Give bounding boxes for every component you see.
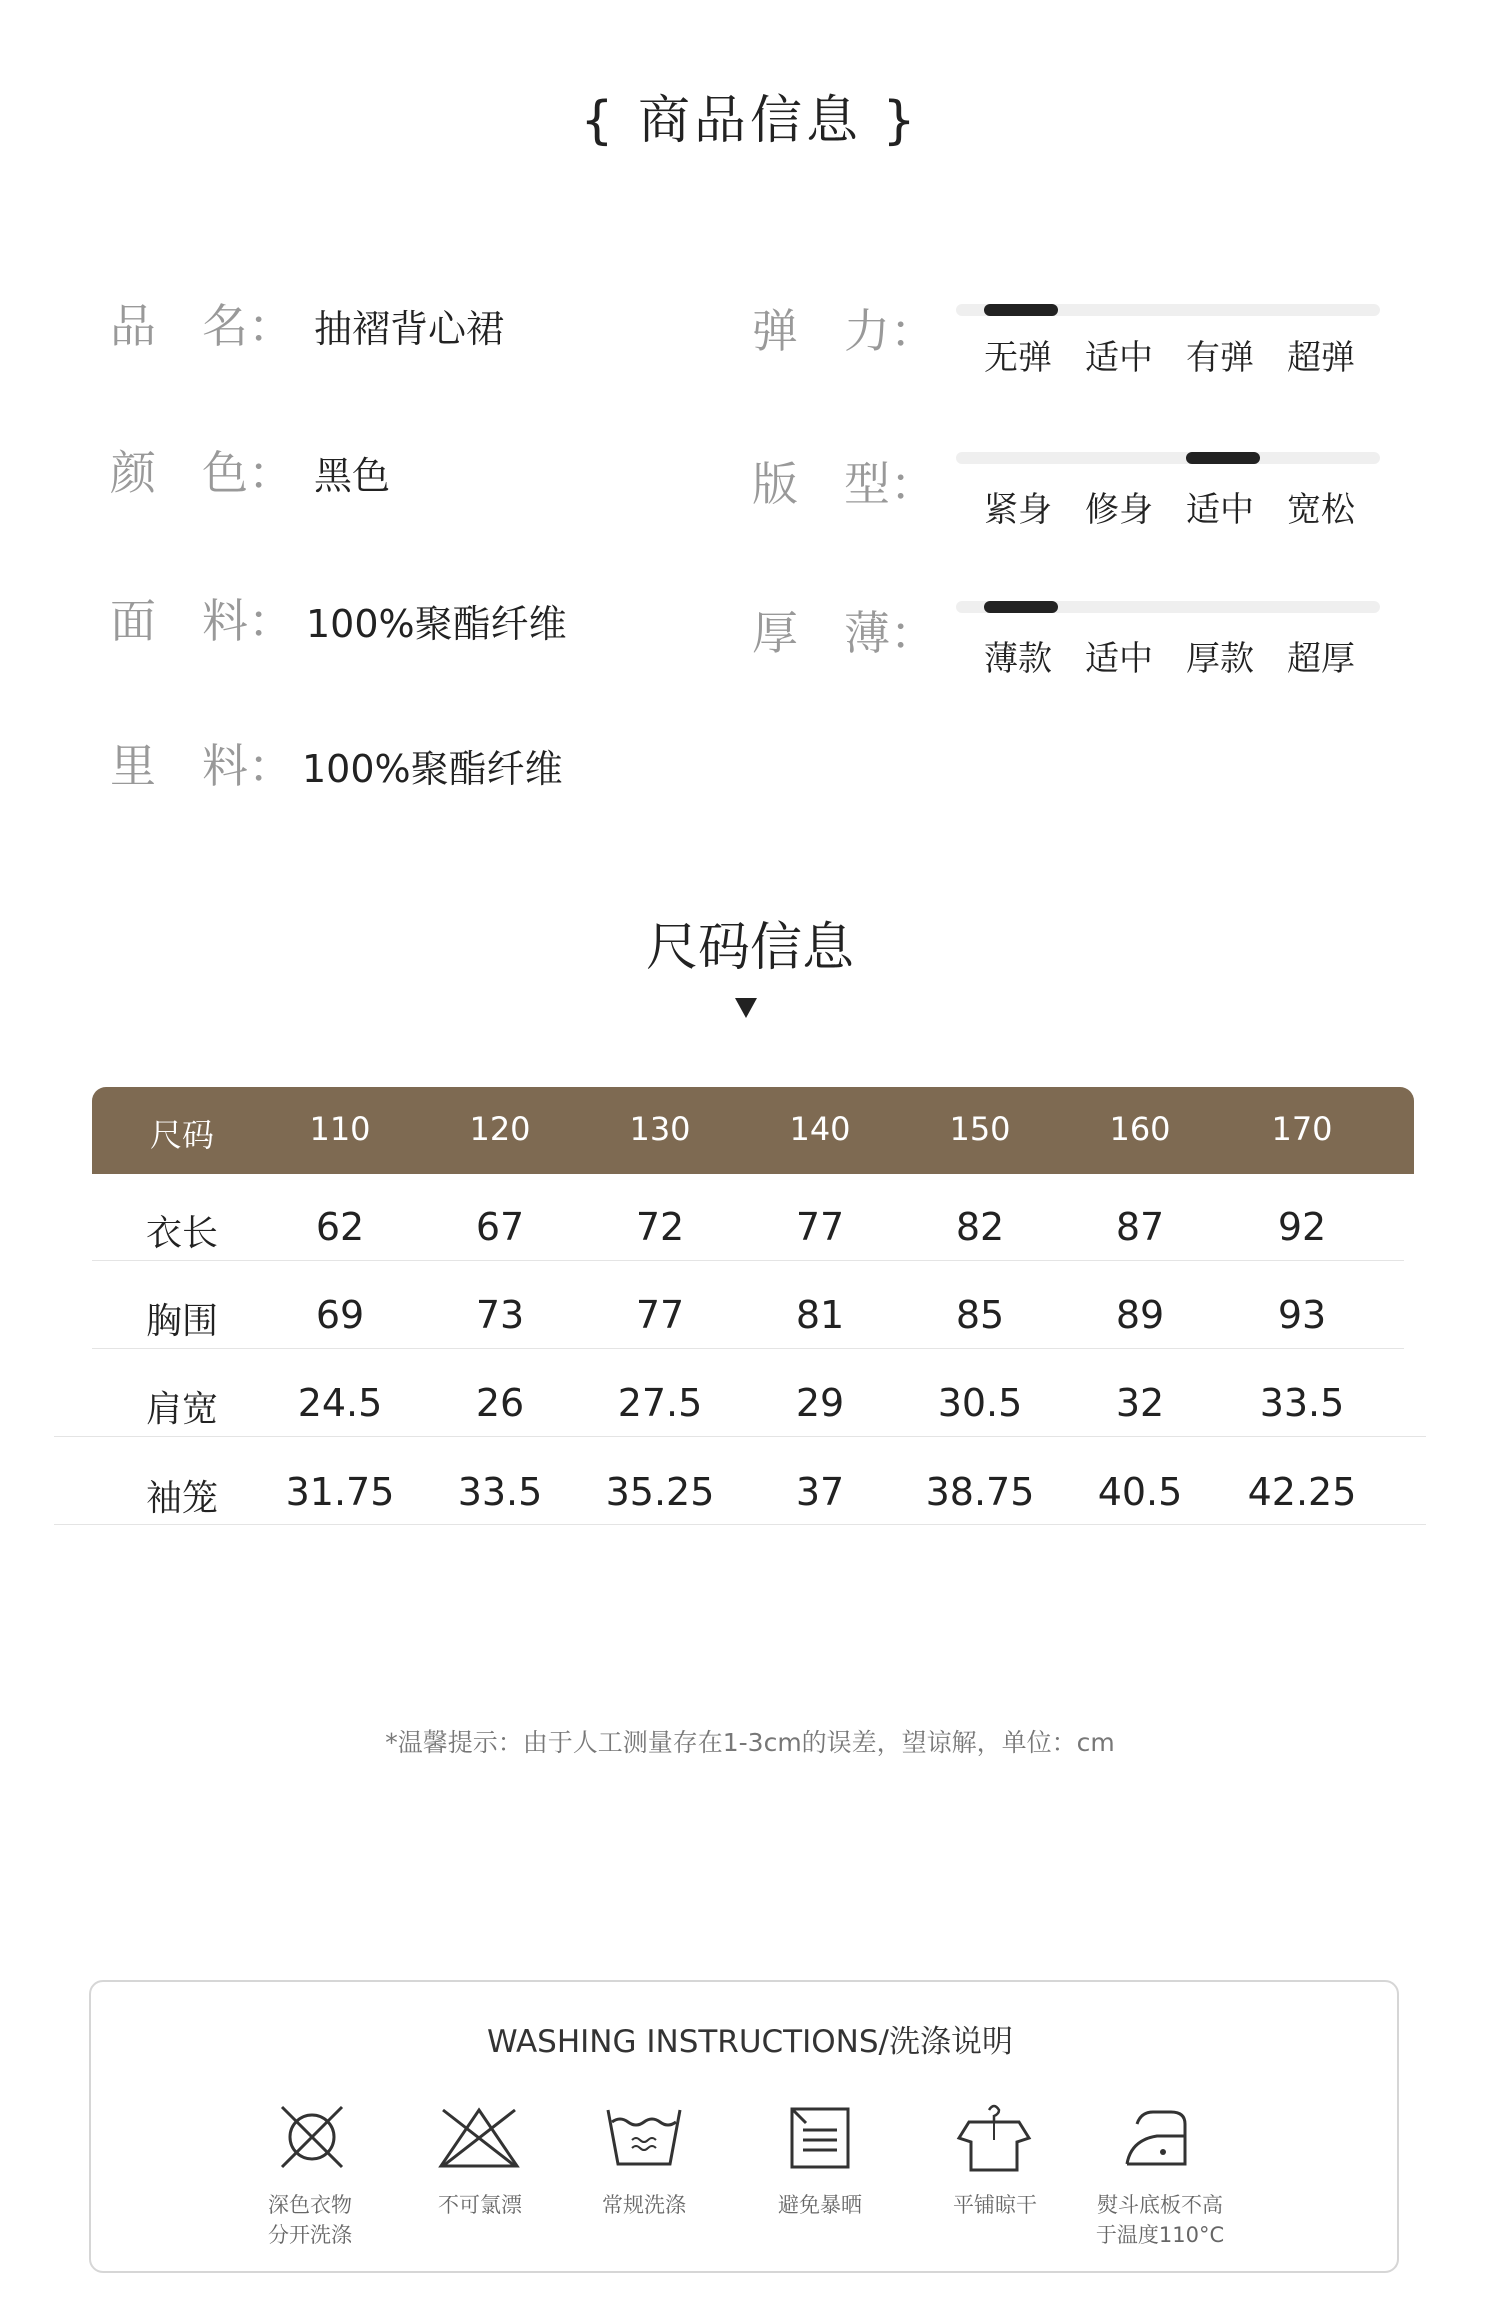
elasticity-option: 超弹 bbox=[1287, 338, 1355, 378]
size-header-cell: 110 bbox=[309, 1110, 371, 1148]
size-header-cell: 150 bbox=[949, 1110, 1011, 1148]
thickness-option: 适中 bbox=[1085, 639, 1153, 679]
size-cell: 77 bbox=[795, 1205, 845, 1249]
size-cell: 73 bbox=[475, 1293, 525, 1337]
info-value-color: 黑色 bbox=[314, 454, 391, 498]
size-row-label: 胸围 bbox=[145, 1301, 218, 1342]
table-row-divider bbox=[54, 1524, 1426, 1525]
fit-option: 宽松 bbox=[1287, 490, 1355, 530]
size-cell: 62 bbox=[315, 1205, 365, 1249]
dry-in-shade-icon bbox=[789, 2106, 851, 2170]
iron-low-icon bbox=[1123, 2106, 1191, 2170]
fit-option: 紧身 bbox=[984, 490, 1052, 530]
scale-label-fit: 版 型： bbox=[752, 457, 936, 511]
info-value-name: 抽褶背心裙 bbox=[314, 307, 505, 351]
thickness-scale-track bbox=[956, 601, 1380, 613]
size-cell: 40.5 bbox=[1097, 1470, 1183, 1514]
elasticity-option: 无弹 bbox=[984, 338, 1052, 378]
size-cell: 33.5 bbox=[457, 1470, 543, 1514]
elasticity-scale-indicator bbox=[984, 304, 1058, 316]
wash-caption: 熨斗底板不高 于温度110°C bbox=[1095, 2193, 1225, 2247]
size-cell: 27.5 bbox=[617, 1381, 703, 1425]
size-cell: 31.75 bbox=[285, 1470, 395, 1514]
size-section-title: 尺码信息 bbox=[645, 918, 854, 978]
info-value-lining: 100%聚酯纤维 bbox=[302, 747, 563, 791]
washing-title: WASHING INSTRUCTIONS/洗涤说明 bbox=[487, 2024, 1013, 2060]
size-cell: 33.5 bbox=[1259, 1381, 1345, 1425]
wash-caption: 深色衣物 分开洗涤 bbox=[268, 2193, 352, 2247]
no-bleach-icon bbox=[437, 2106, 521, 2170]
size-cell: 89 bbox=[1115, 1293, 1165, 1337]
triangle-down-icon bbox=[735, 998, 757, 1018]
info-label-fabric: 面 料： bbox=[110, 594, 294, 648]
measurement-note: *温馨提示：由于人工测量存在1-3cm的误差，望谅解，单位：cm bbox=[385, 1728, 1115, 1757]
size-cell: 77 bbox=[635, 1293, 685, 1337]
size-row-label: 肩宽 bbox=[145, 1389, 218, 1430]
size-header-cell: 160 bbox=[1109, 1110, 1171, 1148]
size-cell: 85 bbox=[955, 1293, 1005, 1337]
thickness-options bbox=[984, 631, 1388, 680]
size-cell: 81 bbox=[795, 1293, 845, 1337]
wash-caption: 避免暴晒 bbox=[778, 2193, 862, 2217]
fit-option: 修身 bbox=[1085, 490, 1153, 530]
size-cell: 69 bbox=[315, 1293, 365, 1337]
info-label-name: 品 名： bbox=[110, 299, 294, 353]
size-cell: 37 bbox=[795, 1470, 845, 1514]
fit-options bbox=[984, 482, 1388, 531]
no-tumble-dry-icon bbox=[278, 2103, 346, 2171]
thickness-option: 超厚 bbox=[1287, 639, 1355, 679]
size-header-cell: 120 bbox=[469, 1110, 531, 1148]
fit-scale-indicator bbox=[1186, 452, 1260, 464]
size-cell: 29 bbox=[795, 1381, 845, 1425]
size-cell: 67 bbox=[475, 1205, 525, 1249]
wash-tub-icon bbox=[604, 2106, 684, 2170]
wash-caption: 平铺晾干 bbox=[953, 2193, 1037, 2217]
elasticity-options bbox=[984, 330, 1388, 379]
info-label-lining: 里 料： bbox=[110, 739, 294, 793]
size-cell: 72 bbox=[635, 1205, 685, 1249]
size-header-cell: 130 bbox=[629, 1110, 691, 1148]
thickness-option: 厚款 bbox=[1186, 639, 1254, 679]
size-cell: 32 bbox=[1115, 1381, 1165, 1425]
size-header-cell: 170 bbox=[1271, 1110, 1333, 1148]
table-row-divider bbox=[54, 1436, 1426, 1437]
flat-dry-icon bbox=[955, 2100, 1033, 2172]
size-cell: 30.5 bbox=[937, 1381, 1023, 1425]
size-cell: 93 bbox=[1277, 1293, 1327, 1337]
thickness-scale-indicator bbox=[984, 601, 1058, 613]
wash-caption: 常规洗涤 bbox=[602, 2193, 686, 2217]
elasticity-option: 适中 bbox=[1085, 338, 1153, 378]
size-header-label: 尺码 bbox=[149, 1116, 214, 1154]
fit-scale-track bbox=[956, 452, 1380, 464]
size-header-cell: 140 bbox=[789, 1110, 851, 1148]
size-cell: 87 bbox=[1115, 1205, 1165, 1249]
info-label-color: 颜 色： bbox=[110, 446, 294, 500]
page-title: { 商品信息 } bbox=[580, 91, 920, 151]
info-value-fabric: 100%聚酯纤维 bbox=[306, 602, 567, 646]
elasticity-scale-track bbox=[956, 304, 1380, 316]
size-row-label: 袖笼 bbox=[145, 1478, 218, 1519]
scale-label-thickness: 厚 薄： bbox=[752, 606, 936, 660]
elasticity-option: 有弹 bbox=[1186, 338, 1254, 378]
size-cell: 82 bbox=[955, 1205, 1005, 1249]
thickness-option: 薄款 bbox=[984, 639, 1052, 679]
table-row-divider bbox=[92, 1348, 1404, 1349]
size-cell: 35.25 bbox=[605, 1470, 715, 1514]
size-cell: 26 bbox=[475, 1381, 525, 1425]
size-cell: 24.5 bbox=[297, 1381, 383, 1425]
wash-caption: 不可氯漂 bbox=[438, 2193, 522, 2217]
size-cell: 38.75 bbox=[925, 1470, 1035, 1514]
table-row-divider bbox=[92, 1260, 1404, 1261]
fit-option: 适中 bbox=[1186, 490, 1254, 530]
size-row-label: 衣长 bbox=[145, 1213, 218, 1254]
size-cell: 92 bbox=[1277, 1205, 1327, 1249]
size-cell: 42.25 bbox=[1247, 1470, 1357, 1514]
scale-label-elasticity: 弹 力： bbox=[752, 304, 936, 358]
